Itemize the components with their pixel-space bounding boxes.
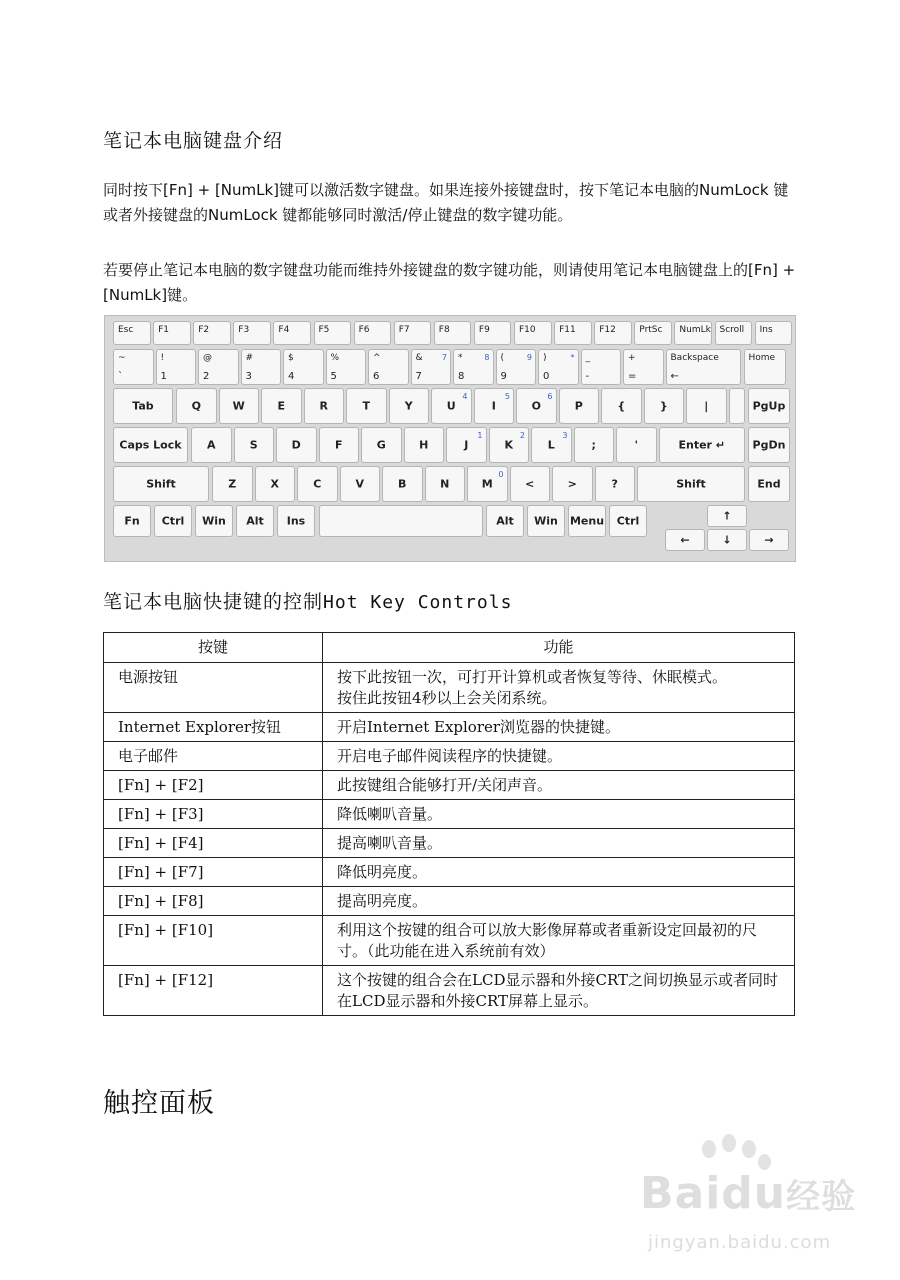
letter-key [212,466,253,502]
key-bottom-label: 7 [415,371,422,382]
hotkey-key-cell: Internet Explorer按钮 [104,713,323,742]
key-bottom-label: 1 [160,371,167,382]
key-label: Menu [569,514,605,528]
key-label: Win [202,514,226,528]
header-key: 按键 [104,633,323,663]
key-label: End [757,477,781,491]
hotkey-table-body [104,663,795,1016]
key-bottom-label: 9 [500,371,507,382]
fn-row-key [314,321,352,345]
fn-row-key [674,321,712,345]
fn-row-key [474,321,512,345]
hotkey-key-cell: [Fn] + [F2] [104,771,323,800]
hotkey-function-cell [323,742,795,771]
table-row [104,887,795,916]
number-row-key [368,349,409,385]
letter-key [382,466,423,502]
key-top-label: Backspace [670,353,719,363]
key-label: W [232,399,245,413]
key-label: K [504,438,514,452]
key-bottom-label: = [628,371,637,382]
key-label: V [355,477,364,491]
arrow-left-key [665,529,705,551]
key-top-label: Esc [118,325,134,335]
function-text: 降低明亮度。 [337,863,428,881]
key-label: A [206,438,216,452]
key-bottom-label: 2 [203,371,210,382]
home-key [744,349,786,385]
key-top-label: F4 [278,325,290,335]
letter-key [346,388,387,424]
number-row-key [283,349,324,385]
key-top-label: F6 [358,325,370,335]
bottom-row-key [609,505,647,537]
key-label: Caps Lock [119,438,182,452]
key-label: R [319,399,328,413]
section-title-keyboard: 笔记本电脑键盘介绍 [103,130,284,152]
key-label: Q [191,399,201,413]
key-numpad-label: 9 [526,353,532,362]
letter-key [176,388,217,424]
table-row [104,966,795,1016]
key-top-label: ( [500,353,505,363]
key-label: E [277,399,285,413]
section-title-hotkeys [103,587,512,614]
key-top-label: % [330,353,340,363]
key-numpad-label: 5 [504,392,510,401]
shift-left-key [113,466,209,502]
fn-row-key [514,321,552,345]
keyboard-image [104,315,796,562]
fn-row-key [193,321,231,345]
tab-key [113,388,173,424]
fn-row-key [394,321,432,345]
fn-row-key [715,321,753,345]
letter-key [474,388,515,424]
key-label: Tab [132,399,154,413]
key-top-label: F5 [318,325,330,335]
letter-key [297,466,338,502]
letter-key [686,388,727,424]
key-bottom-label: 3 [245,371,252,382]
function-text: 此按键组合能够打开/关闭声音。 [337,776,553,794]
key-label: G [376,438,386,452]
key-label: ? [611,477,618,491]
key-label: Ins [286,514,306,528]
bottom-row-key [154,505,192,537]
table-row [104,829,795,858]
bottom-row-key [486,505,524,537]
hotkeys-title-en: Hot Key Controls [323,592,513,613]
key-label: N [440,477,450,491]
key-label: I [491,399,496,413]
paragraph-numlock: 同时按下[Fn] + [NumLk]键可以激活数字键盘。如果连接外接键盘时，按下笔记本电脑的NumLock 键或者外接键盘的NumLock 键都能够同时激活/停止键盘的数字键功能。 [103,181,789,224]
letter-key [510,466,551,502]
fn-row-key [273,321,311,345]
number-row-key [241,349,282,385]
number-row-key [538,349,579,385]
bottom-row-key [568,505,606,537]
key-label: ↑ [722,509,732,523]
fn-row-key [554,321,592,345]
key-label: } [659,399,668,413]
bottom-row-key [113,505,151,537]
table-header-row [104,633,795,663]
hotkey-key-cell: [Fn] + [F3] [104,800,323,829]
logo-cn: 经验 [786,1177,857,1217]
key-label: { [617,399,626,413]
number-row-key [326,349,367,385]
table-row [104,771,795,800]
function-text: 开启电子邮件阅读程序的快捷键。 [337,747,563,765]
key-label: ← [680,533,690,547]
letter-key [340,466,381,502]
fn-row-key [755,321,793,345]
key-numpad-label: 3 [562,431,568,440]
function-text-2: 按住此按钮4秒以上会关闭系统。 [337,689,557,707]
table-row [104,858,795,887]
function-text: 提高明亮度。 [337,892,428,910]
letter-key [601,388,642,424]
key-bottom-label: 4 [288,371,295,382]
key-label: S [249,438,258,452]
key-top-label: F2 [198,325,210,335]
letter-key [361,427,402,463]
key-label: L [547,438,555,452]
hotkey-function-cell [323,916,795,966]
pgdn-key [748,427,790,463]
bottom-row-key [236,505,274,537]
key-top-label: & [415,353,423,363]
arrow-right-key [749,529,789,551]
key-label: U [446,399,456,413]
table-row [104,800,795,829]
key-numpad-label: 0 [498,470,504,479]
letter-key [304,388,345,424]
key-label: H [419,438,429,452]
key-label: M [481,477,493,491]
letter-key [489,427,530,463]
key-top-label: Home [748,353,776,363]
arrow-down-key [707,529,747,551]
key-top-label: F7 [398,325,410,335]
key-label: Shift [146,477,176,491]
letter-key [234,427,275,463]
hotkey-key-cell: [Fn] + [F10] [104,916,323,966]
key-label: Ctrl [616,514,640,528]
key-top-label: ~ [118,353,126,363]
function-text: 按下此按钮一次，可打开计算机或者恢复等待、休眠模式。 [337,668,728,686]
hotkey-key-cell: [Fn] + [F12] [104,966,323,1016]
key-label: Win [534,514,558,528]
key-top-label: NumLk [679,325,711,335]
key-label: PgDn [752,438,786,452]
pgup-key [748,388,790,424]
key-bottom-label: 5 [330,371,337,382]
key-label: > [567,477,577,491]
key-top-label: _ [585,353,590,363]
hotkey-function-cell [323,713,795,742]
enter-key [659,427,746,463]
caps-lock-key [113,427,188,463]
key-numpad-label: 4 [462,392,468,401]
key-label: PgUp [752,399,786,413]
letter-key [431,388,472,424]
key-label: D [291,438,301,452]
key-label: → [764,533,774,547]
number-row-key [113,349,154,385]
baidu-watermark [640,1140,860,1270]
key-label: C [313,477,322,491]
table-row [104,663,795,713]
key-label: X [270,477,279,491]
key-label: Alt [496,514,514,528]
letter-key [644,388,685,424]
key-label: F [334,438,343,452]
key-top-label: F9 [478,325,490,335]
letter-key [616,427,657,463]
letter-key [191,427,232,463]
number-row-key [453,349,494,385]
key-top-label: # [245,353,254,363]
hotkey-table [103,632,795,1016]
paragraph-fn-numlk: 若要停止笔记本电脑的数字键盘功能而维持外接键盘的数字键功能，则请使用笔记本电脑键盘上的[Fn] + [NumLk]键。 [103,261,796,304]
header-function: 功能 [323,633,795,663]
hotkey-function-cell [323,887,795,916]
key-top-label: @ [203,353,212,363]
hotkey-function-cell [323,858,795,887]
paw-toe-icon [722,1134,736,1152]
key-label: J [464,438,469,452]
key-label: < [525,477,535,491]
key-top-label: ^ [373,353,381,363]
hotkey-function-cell [323,966,795,1016]
key-bottom-label: 8 [458,371,465,382]
logo-latin: Baidu [640,1168,787,1219]
key-bottom-label: - [585,371,590,382]
key-numpad-label: 2 [519,431,525,440]
number-row-key [156,349,197,385]
number-row-key [496,349,537,385]
table-row [104,916,795,966]
hotkeys-title-cn: 笔记本电脑快捷键的控制 [103,591,324,613]
watermark-url: jingyan.baidu.com [648,1232,832,1253]
key-top-label: PrtSc [639,325,663,335]
fn-row-key [634,321,672,345]
key-label: Enter ↵ [678,438,726,452]
key-top-label: F1 [158,325,169,335]
key-numpad-label: 8 [484,353,490,362]
number-row-key [198,349,239,385]
number-row-key [581,349,622,385]
key-top-label: $ [288,353,294,363]
key-label: Fn [124,514,140,528]
key-top-label: F3 [238,325,250,335]
number-row-key [623,349,664,385]
letter-key [467,466,508,502]
key-label: Alt [246,514,264,528]
key-top-label: + [628,353,636,363]
table-row [104,713,795,742]
key-label: O [531,399,541,413]
letter-key [425,466,466,502]
key-numpad-label: 1 [477,431,483,440]
end-key [748,466,790,502]
hotkey-function-cell [323,829,795,858]
paw-toe-icon [702,1140,716,1158]
key-label: Z [228,477,237,491]
table-row [104,742,795,771]
hotkey-key-cell: [Fn] + [F4] [104,829,323,858]
baidu-logo [640,1168,856,1219]
letter-key [219,388,260,424]
paw-toe-icon [742,1140,756,1158]
fn-row-key [434,321,472,345]
function-text: 开启Internet Explorer浏览器的快捷键。 [337,718,621,736]
fn-row-key [153,321,191,345]
key-bottom-label: ← [670,371,679,382]
key-label: ; [591,438,596,452]
letter-key [516,388,557,424]
function-text: 提高喇叭音量。 [337,834,443,852]
key-top-label: ) [543,353,547,363]
key-top-label: F12 [599,325,616,335]
hotkey-key-cell: [Fn] + [F8] [104,887,323,916]
key-label: ↓ [722,533,732,547]
key-top-label: F11 [559,325,576,335]
key-label: B [398,477,407,491]
key-bottom-label: 6 [373,371,380,382]
letter-key [389,388,430,424]
space-key [319,505,483,537]
fn-row-key [594,321,632,345]
letter-key [531,427,572,463]
bottom-row-key [277,505,315,537]
fn-row-key [354,321,392,345]
key-label: Ctrl [161,514,185,528]
hotkey-key-cell: 电子邮件 [104,742,323,771]
fn-row-key [113,321,151,345]
number-row-key [411,349,452,385]
key-numpad-label: 6 [547,392,553,401]
letter-key [404,427,445,463]
letter-key [595,466,636,502]
key-numpad-label: * [570,353,575,362]
bottom-row-key [195,505,233,537]
letter-key [552,466,593,502]
key-top-label: Scroll [719,325,745,335]
hotkey-function-cell [323,800,795,829]
backspace-key [666,349,741,385]
key-bottom-label: 0 [543,371,550,382]
letter-key [574,427,615,463]
arrow-up-key [707,505,747,527]
letter-key [559,388,600,424]
key-label: ' [634,438,638,452]
hotkey-function-cell [323,663,795,713]
bottom-row-key [527,505,565,537]
letter-key [255,466,296,502]
key-numpad-label: 7 [441,353,447,362]
key-label: Y [404,399,413,413]
function-text: 降低喇叭音量。 [337,805,443,823]
hotkey-key-cell: [Fn] + [F7] [104,858,323,887]
key-top-label: * [458,353,463,363]
key-top-label: Ins [759,325,773,335]
key-top-label: ! [160,353,165,363]
hotkey-key-cell: 电源按钮 [104,663,323,713]
key-bottom-label: ` [118,371,123,382]
key-top-label: F10 [519,325,536,335]
function-text: 利用这个按键的组合可以放大影像屏幕或者重新设定回最初的尺寸。（此功能在进入系统前有效） [337,921,758,960]
letter-key [319,427,360,463]
hotkey-function-cell [323,771,795,800]
key-label: Shift [676,477,706,491]
key-label: | [704,399,709,413]
letter-key [446,427,487,463]
key-top-label: F8 [438,325,450,335]
blank-key [729,388,746,424]
letter-key [261,388,302,424]
key-label: P [574,399,583,413]
shift-right-key [637,466,745,502]
section-title-touchpad: 触控面板 [103,1088,215,1119]
function-text: 这个按键的组合会在LCD显示器和外接CRT之间切换显示或者同时在LCD显示器和外接CRT屏幕上显示。 [337,971,778,1010]
fn-row-key [233,321,271,345]
key-label: T [362,399,370,413]
letter-key [276,427,317,463]
